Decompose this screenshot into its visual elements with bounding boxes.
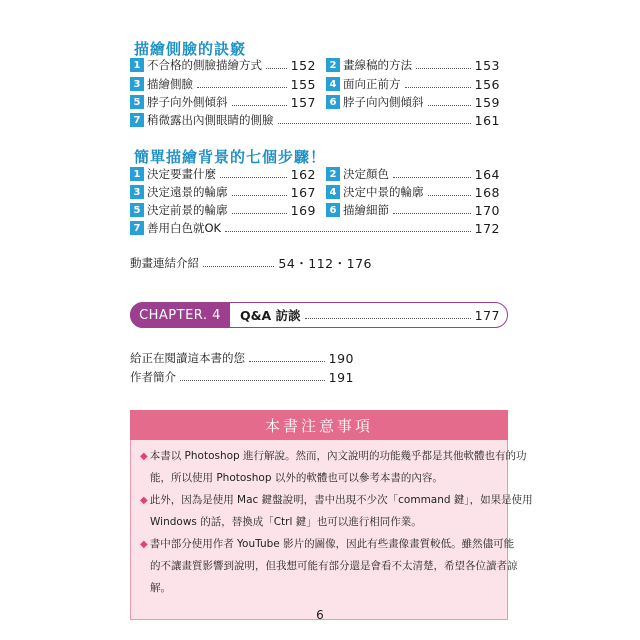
toc-entry[interactable] [326, 76, 500, 92]
entry-number: 4 [326, 77, 340, 91]
bullet-diamond-icon: ◆ [140, 495, 148, 506]
leader-dots [203, 266, 274, 267]
toc-entry[interactable] [130, 94, 316, 110]
leader-dots [180, 380, 325, 381]
entry-number: 1 [130, 167, 144, 181]
leader-dots [416, 68, 471, 69]
note-line: 解。 [150, 582, 171, 594]
entry-page: 164 [474, 166, 500, 182]
entry-text: 動畫連結介紹 [130, 256, 199, 270]
entry-text: 面向正前方 [343, 77, 401, 91]
leader-dots [278, 123, 471, 124]
entry-text: 脖子向內側傾斜 [343, 95, 424, 109]
entry-page: 191 [328, 369, 354, 385]
chapter-entry[interactable] [240, 307, 500, 323]
entry-text: 決定前景的輪廓 [147, 203, 228, 217]
toc-entry[interactable] [130, 184, 316, 200]
toc-entry[interactable] [130, 112, 500, 128]
bullet-diamond-icon: ◆ [140, 451, 148, 462]
note-line: 能，所以使用 Photoshop 以外的軟體也可以參考本書的內容。 [150, 472, 443, 484]
page-number: 6 [316, 608, 324, 622]
chapter-label: CHAPTER. 4 [130, 302, 230, 328]
toc-entry[interactable] [130, 350, 354, 366]
entry-text: 不合格的側臉描繪方式 [147, 58, 262, 72]
leader-dots [305, 318, 471, 319]
entry-number: 3 [130, 185, 144, 199]
section-title: 簡單描繪背景的七個步驟！ [134, 148, 327, 166]
bullet-diamond-icon: ◆ [140, 539, 148, 550]
leader-dots [197, 87, 287, 88]
entry-text: 描繪側臉 [147, 77, 193, 91]
entry-text: 決定顏色 [343, 167, 389, 181]
toc-entry[interactable] [130, 369, 354, 385]
entry-text: 作者簡介 [130, 370, 176, 384]
note-line: 的不讓畫質影響到說明，但我想可能有部分還是會看不太清楚，希望各位讀者諒 [150, 560, 518, 572]
leader-dots [232, 213, 287, 214]
leader-dots [393, 177, 471, 178]
entry-page: 157 [290, 94, 316, 110]
entry-page: 161 [474, 112, 500, 128]
entry-number: 7 [130, 221, 144, 235]
entry-page: 162 [290, 166, 316, 182]
leader-dots [225, 231, 471, 232]
entry-page: 153 [474, 57, 500, 73]
entry-number: 4 [326, 185, 340, 199]
leader-dots [393, 213, 471, 214]
entry-text: 給正在閱讀這本書的您 [130, 351, 245, 365]
entry-text: 決定中景的輪廓 [343, 185, 424, 199]
toc-entry[interactable] [326, 166, 500, 182]
toc-entry[interactable] [326, 94, 500, 110]
leader-dots [266, 68, 287, 69]
entry-page: 155 [290, 76, 316, 92]
entry-page: 159 [474, 94, 500, 110]
entry-number: 6 [326, 95, 340, 109]
entry-page: 152 [290, 57, 316, 73]
leader-dots [428, 105, 471, 106]
entry-page: 167 [290, 184, 316, 200]
entry-number: 1 [130, 58, 144, 72]
entry-number: 5 [130, 203, 144, 217]
animation-links-entry[interactable] [130, 255, 372, 271]
entry-number: 5 [130, 95, 144, 109]
entry-page: 190 [328, 350, 354, 366]
chapter-page: 177 [474, 307, 500, 323]
entry-page: 170 [474, 202, 500, 218]
entry-number: 2 [326, 167, 340, 181]
leader-dots [232, 195, 287, 196]
note-line: ◆ 本書以 Photoshop 進行解說。然而，內文說明的功能幾乎都是其他軟體也有的功 [140, 450, 527, 462]
entry-text: 決定要畫什麼 [147, 167, 216, 181]
entry-number: 3 [130, 77, 144, 91]
toc-entry[interactable] [326, 184, 500, 200]
note-line: Windows 的話，替換成「Ctrl 鍵」也可以進行相同作業。 [150, 516, 422, 528]
entry-number: 2 [326, 58, 340, 72]
chapter-title: Q&A 訪談 [240, 308, 301, 323]
toc-entry[interactable] [130, 76, 316, 92]
leader-dots [249, 361, 325, 362]
note-line: ◆ 書中部分使用作者 YouTube 影片的圖像，因此有些畫像畫質較低。雖然儘可能 [140, 538, 515, 550]
entry-page: 172 [474, 220, 500, 236]
entry-text: 善用白色就OK [147, 221, 222, 235]
section-title: 描繪側臉的訣竅 [134, 40, 247, 58]
toc-entry[interactable] [130, 166, 316, 182]
leader-dots [428, 195, 471, 196]
entry-text: 畫線稿的方法 [343, 58, 412, 72]
toc-entry[interactable] [326, 57, 500, 73]
toc-entry[interactable] [130, 57, 316, 73]
entry-text: 決定遠景的輪廓 [147, 185, 228, 199]
toc-entry[interactable] [326, 202, 500, 218]
entry-text: 稍微露出內側眼睛的側臉 [147, 113, 274, 127]
entry-page: 54・112・176 [278, 256, 372, 271]
entry-number: 6 [326, 203, 340, 217]
entry-text: 脖子向外側傾斜 [147, 95, 228, 109]
notes-title: 本書注意事項 [130, 410, 508, 440]
toc-entry[interactable] [130, 220, 500, 236]
leader-dots [405, 87, 471, 88]
entry-page: 169 [290, 202, 316, 218]
entry-page: 156 [474, 76, 500, 92]
toc-entry[interactable] [130, 202, 316, 218]
entry-page: 168 [474, 184, 500, 200]
leader-dots [232, 105, 287, 106]
leader-dots [220, 177, 287, 178]
entry-number: 7 [130, 113, 144, 127]
note-line: ◆ 此外，因為是使用 Mac 鍵盤說明，書中出現不少次「command 鍵」，如果是使用 [140, 494, 533, 506]
entry-text: 描繪細節 [343, 203, 389, 217]
